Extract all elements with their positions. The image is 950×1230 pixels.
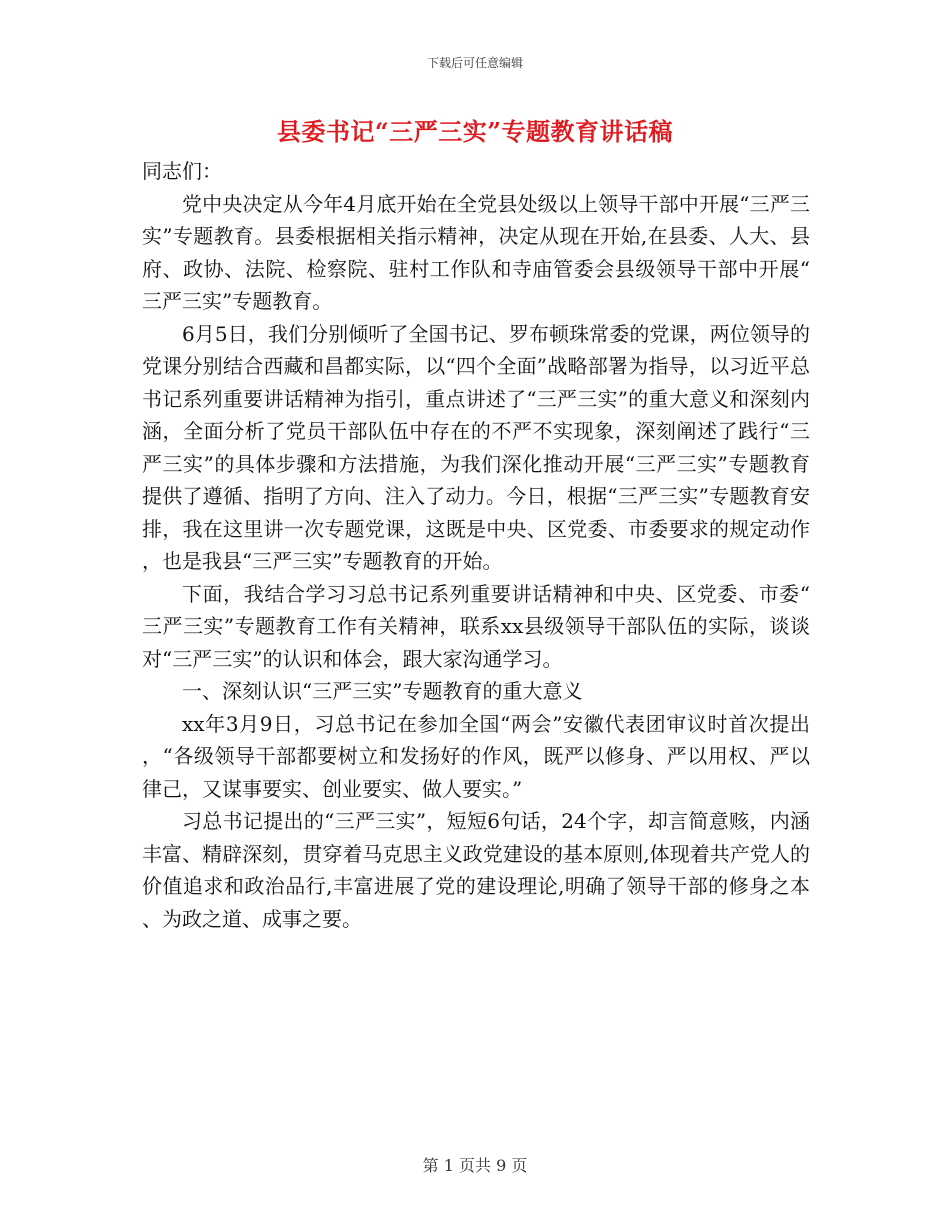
paragraph-intro: 党中央决定从今年4月底开始在全党县处级以上领导干部中开展“三严三实”专题教育。县委根据相关指示精神，决定从现在开始,在县委、人大、县府、政协、法院、检察院、驻村工作队和寺庙管委会县级领导干部中开展“三严三实”专题教育。 [142, 191, 810, 313]
paragraph-origin: xx年3月9日，习总书记在参加全国“两会”安徽代表团审议时首次提出，“各级领导干部都要树立和发扬好的作风，既严以修身、严以用权、严以律己，又谋事要实、创业要实、做人要实。” [142, 711, 810, 801]
page-number: 第 1 页共 9 页 [422, 1156, 528, 1175]
paragraph-significance: 习总书记提出的“三严三实”，短短6句话，24个字，却言简意赅，内涵丰富、精辟深刻，贯穿着马克思主义政党建设的基本原则,体现着共产党人的价值追求和政治品行,丰富进展了党的建设理论,明确了领导干部的修身之本、为政之道、成事之要。 [142, 809, 810, 931]
salutation: 同志们： [142, 159, 222, 183]
page-header-note: 下载后可任意编辑 [426, 56, 523, 70]
paragraph-outline: 下面，我结合学习习总书记系列重要讲话精神和中央、区党委、市委“三严三实”专题教育工作有关精神，联系xx县级领导干部队伍的实际，谈谈对“三严三实”的认识和体会，跟大家沟通学习。 [142, 581, 810, 671]
document-title: 县委书记“三严三实”专题教育讲话稿 [276, 117, 674, 146]
document-body [142, 155, 810, 935]
paragraph-june-lecture: 6月5日，我们分别倾听了全国书记、罗布顿珠常委的党课，两位领导的党课分别结合西藏和昌都实际，以“四个全面”战略部署为指导，以习近平总书记系列重要讲话精神为指引，重点讲述了“三严三实”的重大意义和深刻内涵，全面分析了党员干部队伍中存在的不严不实现象，深刻阐述了践行“三严三实”的具体步骤和方法措施，为我们深化推动开展“三严三实”专题教育提供了遵循、指明了方向、注入了动力。今日，根据“三严三实”专题教育安排，我在这里讲一次专题党课，这既是中央、区党委、市委要求的规定动作，也是我县“三严三实”专题教育的开始。 [142, 321, 810, 573]
section-heading-1: 一、深刻认识“三严三实”专题教育的重大意义 [182, 679, 583, 703]
